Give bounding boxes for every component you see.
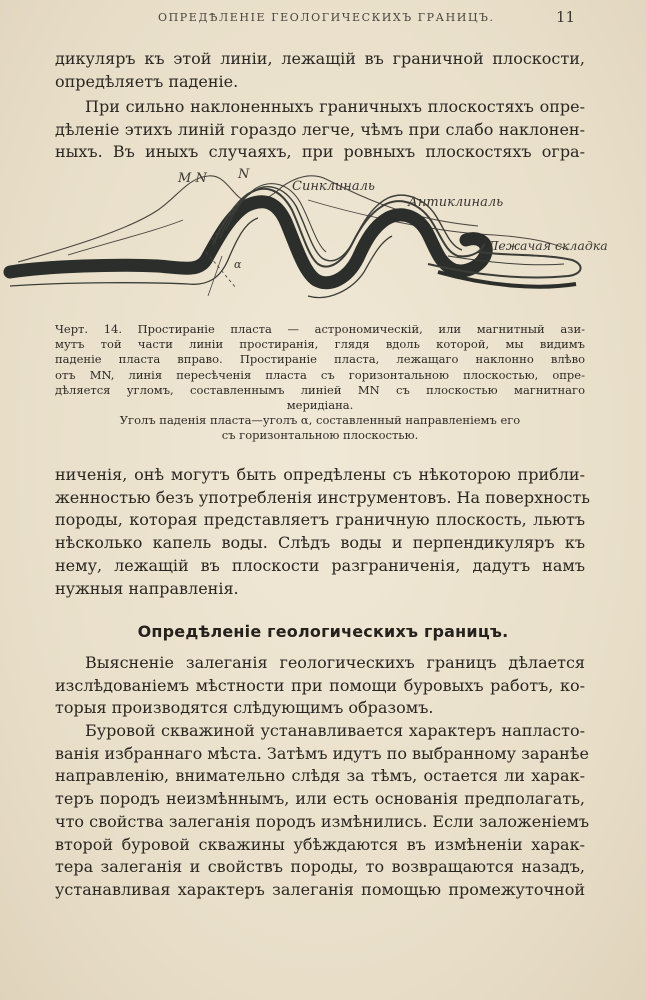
- text-line: Буровой скважиной устанавливается характеръ напласто-: [85, 721, 585, 740]
- label-syncline: Синклиналь: [292, 179, 375, 194]
- text-line: дѣленіе этихъ линій гораздо легче, чѣмъ при слабо наклонен-: [55, 119, 585, 139]
- caption-line: меридіана.: [286, 398, 354, 413]
- paragraph-inclined-planes: [55, 96, 585, 164]
- running-title: ОПРЕДѢЛЕНІЕ ГЕОЛОГИЧЕСКИХЪ ГРАНИЦЪ.: [158, 11, 495, 24]
- text-line: нему, лежащій въ плоскости разграниченія, дадутъ намъ: [55, 555, 585, 575]
- running-head: [0, 8, 646, 30]
- text-line: нѣсколько капель воды. Слѣдъ воды и перпендикуляръ къ: [55, 533, 585, 553]
- text-line: При сильно наклоненныхъ граничныхъ плоскостяхъ опре-: [85, 97, 585, 116]
- paragraph-boreholes-intro: [55, 652, 585, 720]
- caption-line: съ горизонтальною плоскостью.: [221, 428, 419, 443]
- text-line: ныхъ. Въ иныхъ случаяхъ, при ровныхъ плоскостяхъ огра-: [55, 142, 585, 162]
- dip-line: [206, 252, 236, 288]
- upper-layer-line: [68, 220, 183, 255]
- section-heading: Опредѣленіе геологическихъ границъ.: [137, 622, 509, 641]
- text-line: опредѣляетъ паденіе.: [55, 71, 239, 91]
- fold-diagram: [8, 160, 608, 320]
- caption-line: Черт. 14. Простираніе пласта — астрономическій, или магнитный ази-: [55, 322, 585, 336]
- paragraph-continued: [55, 48, 585, 93]
- caption-line: Уголъ паденія пласта—уголъ α, составленный направленіемъ его: [119, 413, 521, 428]
- text-line: ванія избраннаго мѣста. Затѣмъ идутъ по выбранному заранѣе: [55, 743, 589, 763]
- text-line: тера залеганія и свойствъ породы, то возвращаются назадъ,: [55, 857, 585, 877]
- label-mn: M N: [178, 171, 207, 186]
- figure-caption: [55, 322, 585, 444]
- text-line: породы, которая представляетъ граничную плоскость, льютъ: [55, 510, 585, 530]
- label-recumbent-fold: Лежачая складка: [488, 238, 608, 253]
- dark-rock-bed: [10, 202, 486, 283]
- text-line: женностью безъ употребленія инструментовъ. На поверхность: [55, 487, 590, 507]
- text-line: что свойства залеганія породъ измѣнились. Если заложеніемъ: [55, 811, 590, 831]
- caption-line: дѣляется угломъ, составленнымъ линіей MN съ плоскостью магнитнаго: [55, 382, 585, 397]
- text-line: торыя производятся слѣдующимъ образомъ.: [55, 698, 434, 718]
- text-line: направленію, внимательно слѣдя за тѣмъ, остается ли харак-: [55, 766, 585, 786]
- caption-line: мутъ той части линіи простиранія, глядя вдоль которой, мы видимъ: [55, 337, 585, 352]
- text-line: устанавливая характеръ залеганія помощью промежуточной: [55, 879, 585, 899]
- text-line: дикуляръ къ этой линіи, лежащій въ граничной плоскости,: [55, 49, 585, 68]
- page-number: 11: [556, 8, 576, 26]
- text-line: ниченія, онѣ могутъ быть опредѣлены съ нѣкоторою прибли-: [55, 465, 585, 484]
- text-line: теръ породъ неизмѣннымъ, или есть основанія предполагать,: [55, 789, 585, 809]
- text-line: Выясненіе залеганія геологическихъ границъ дѣлается: [85, 653, 585, 672]
- text-line: второй буровой скважины убѣждаются въ измѣненіи харак-: [55, 834, 585, 854]
- text-line: нужныя направленія.: [55, 578, 239, 598]
- label-alpha: α: [234, 258, 242, 271]
- text-line: изслѣдованіемъ мѣстности при помощи буровыхъ работъ, ко-: [55, 675, 585, 695]
- paragraph-water-drops: [55, 464, 590, 600]
- paragraph-boreholes-method: [55, 720, 590, 902]
- caption-line: паденіе пласта вправо. Простираніе пласта, лежащаго наклонно влѣво: [55, 352, 585, 367]
- label-anticline: Антиклиналь: [408, 195, 504, 210]
- label-n: N: [238, 167, 250, 182]
- fold-diagram-figure: [8, 160, 608, 320]
- caption-line: отъ MN, линія пересѣченія пласта съ горизонтальною плоскостью, опре-: [55, 367, 585, 382]
